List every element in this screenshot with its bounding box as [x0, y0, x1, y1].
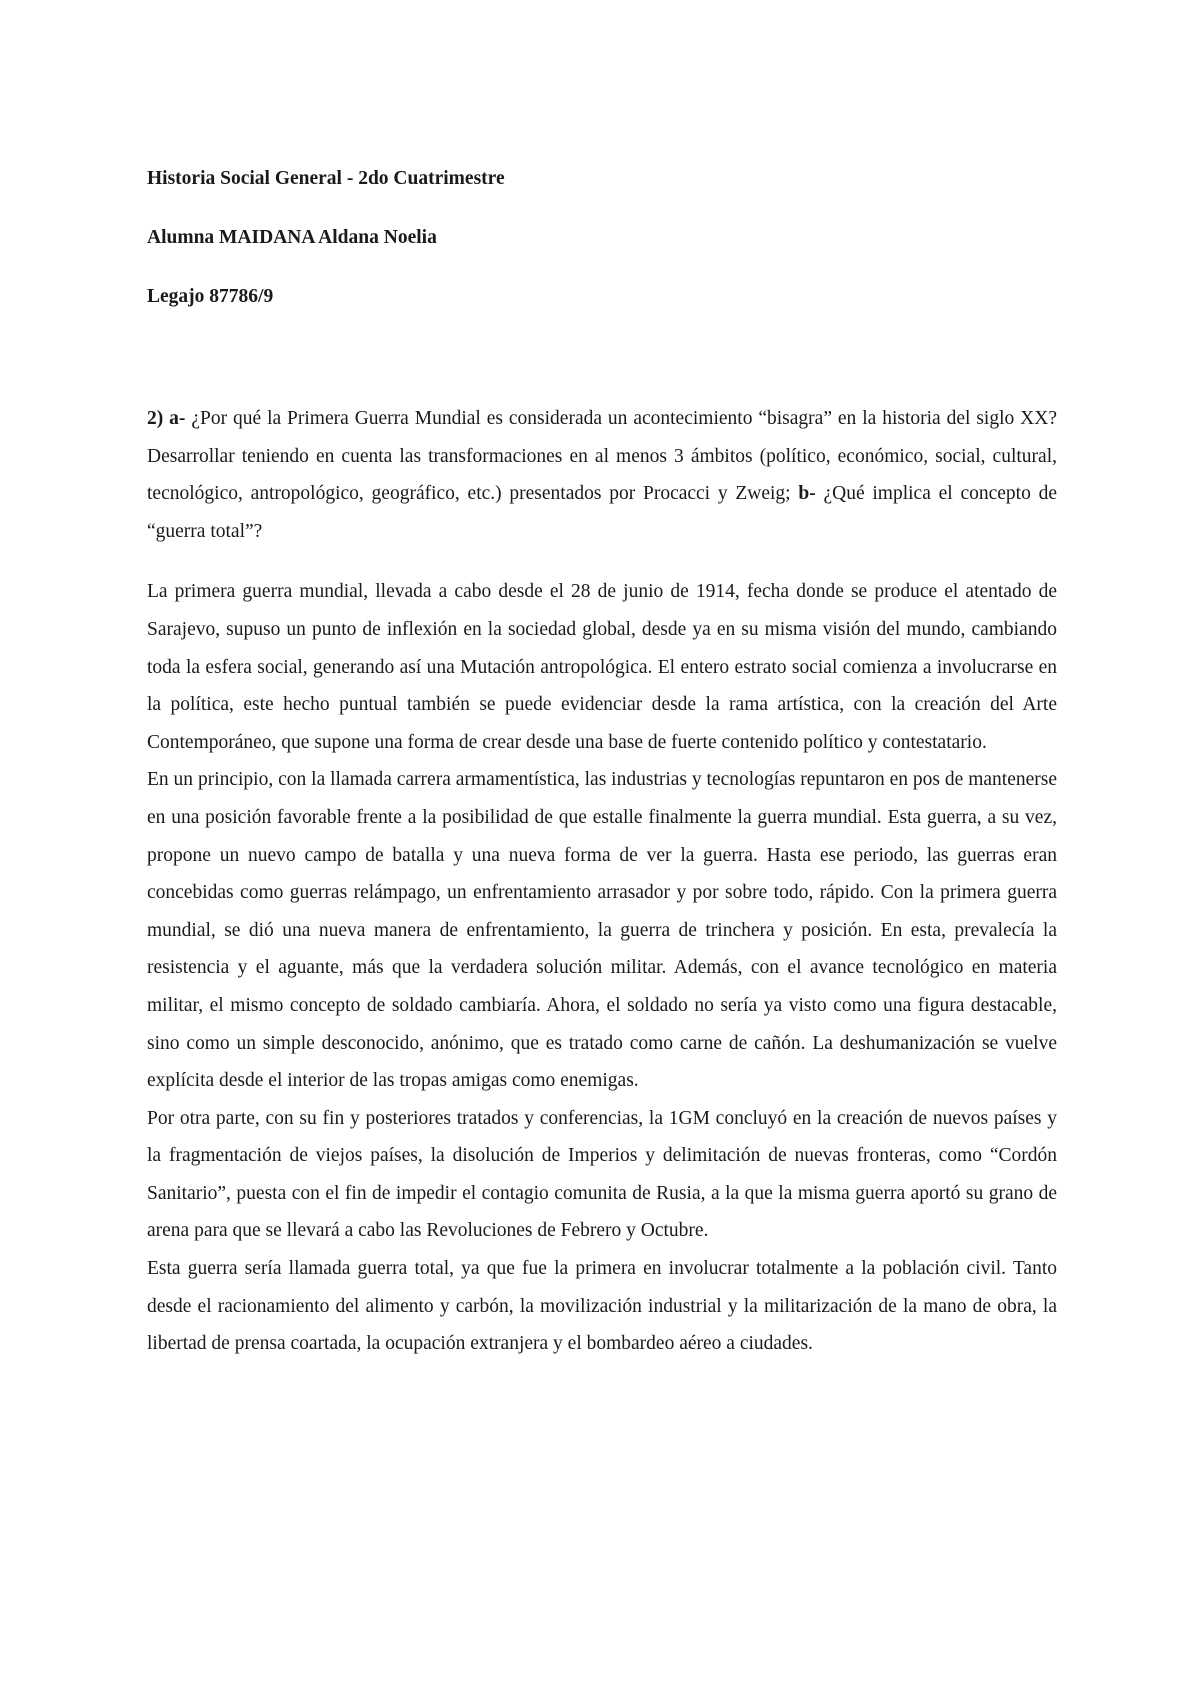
question-part-b-label: b- [798, 483, 816, 505]
question-part-b-text: ¿Qué implica el concepto de “guerra total”? [147, 483, 1058, 542]
question-number: 2) [147, 408, 164, 429]
document-body [147, 165, 1057, 1363]
answer-paragraph: La primera guerra mundial, llevada a cabo desde el 28 de junio de 1914, fecha donde se produce el atentado de Sarajevo, supuso un punto de inflexión en la sociedad global, desde ya en su misma visión del mundo, cambiando toda la esfera social, generando así una Mutación antropológica. El entero estrato social comienza a involucrarse en la política, este hecho puntual también se puede evidenciar desde la rama artística, con la creación del Arte Contemporáneo, que supone una forma de crear desde una base de fuerte contenido político y contestatario. [147, 581, 1057, 753]
document-title: Historia Social General - 2do Cuatrimestre [147, 168, 505, 189]
question-part-a-label: a- [169, 408, 186, 429]
answer-paragraph: En un principio, con la llamada carrera armamentística, las industrias y tecnologías repuntaron en pos de mantenerse en una posición favorable frente a la posibilidad de que estalle finalmente la guerra mundial. Esta guerra, a su vez, propone un nuevo campo de batalla y una nueva forma de ver la guerra. Hasta ese periodo, las guerras eran concebidas como guerras relámpago, un enfrentamiento arrasador y por sobre todo, rápido. Con la primera guerra mundial, se dió una nueva manera de enfrentamiento, la guerra de trinchera y posición. En esta, prevalecía la resistencia y el aguante, más que la verdadera solución militar. Además, con el avance tecnológico en materia militar, el mismo concepto de soldado cambiaría. Ahora, el soldado no sería ya visto como una figura destacable, sino como un simple desconocido, anónimo, que es tratado como carne de cañón. La deshumanización se vuelve explícita desde el interior de las tropas amigas como enemigas. [147, 769, 1057, 1092]
question-part-a-text: ¿Por qué la Primera Guerra Mundial es considerada un acontecimiento “bisagra” en la historia del siglo XX? Desarrollar teniendo en cuenta las transformaciones en al menos 3 ámbitos (político, económico, social, cultural, tecnológico, antropológico, geográfico, etc.) presentados por Procacci y Zweig; [147, 408, 1058, 505]
student-legajo: Legajo 87786/9 [147, 286, 274, 307]
answer-paragraph: Esta guerra sería llamada guerra total, ya que fue la primera en involucrar totalmente a la población civil. Tanto desde el racionamiento del alimento y carbón, la movilización industrial y la militarización de la mano de obra, la libertad de prensa coartada, la ocupación extranjera y el bombardeo aéreo a ciudades. [147, 1258, 1057, 1355]
question-prompt [147, 400, 1057, 550]
answer-paragraph: Por otra parte, con su fin y posteriores tratados y conferencias, la 1GM concluyó en la creación de nuevos países y la fragmentación de viejos países, la disolución de Imperios y delimitación de nuevas fronteras, como “Cordón Sanitario”, puesta con el fin de impedir el contagio comunita de Rusia, a la que la misma guerra aportó su grano de arena para que se llevará a cabo las Revoluciones de Febrero y Octubre. [147, 1107, 1057, 1242]
student-name: Alumna MAIDANA Aldana Noelia [147, 227, 437, 248]
